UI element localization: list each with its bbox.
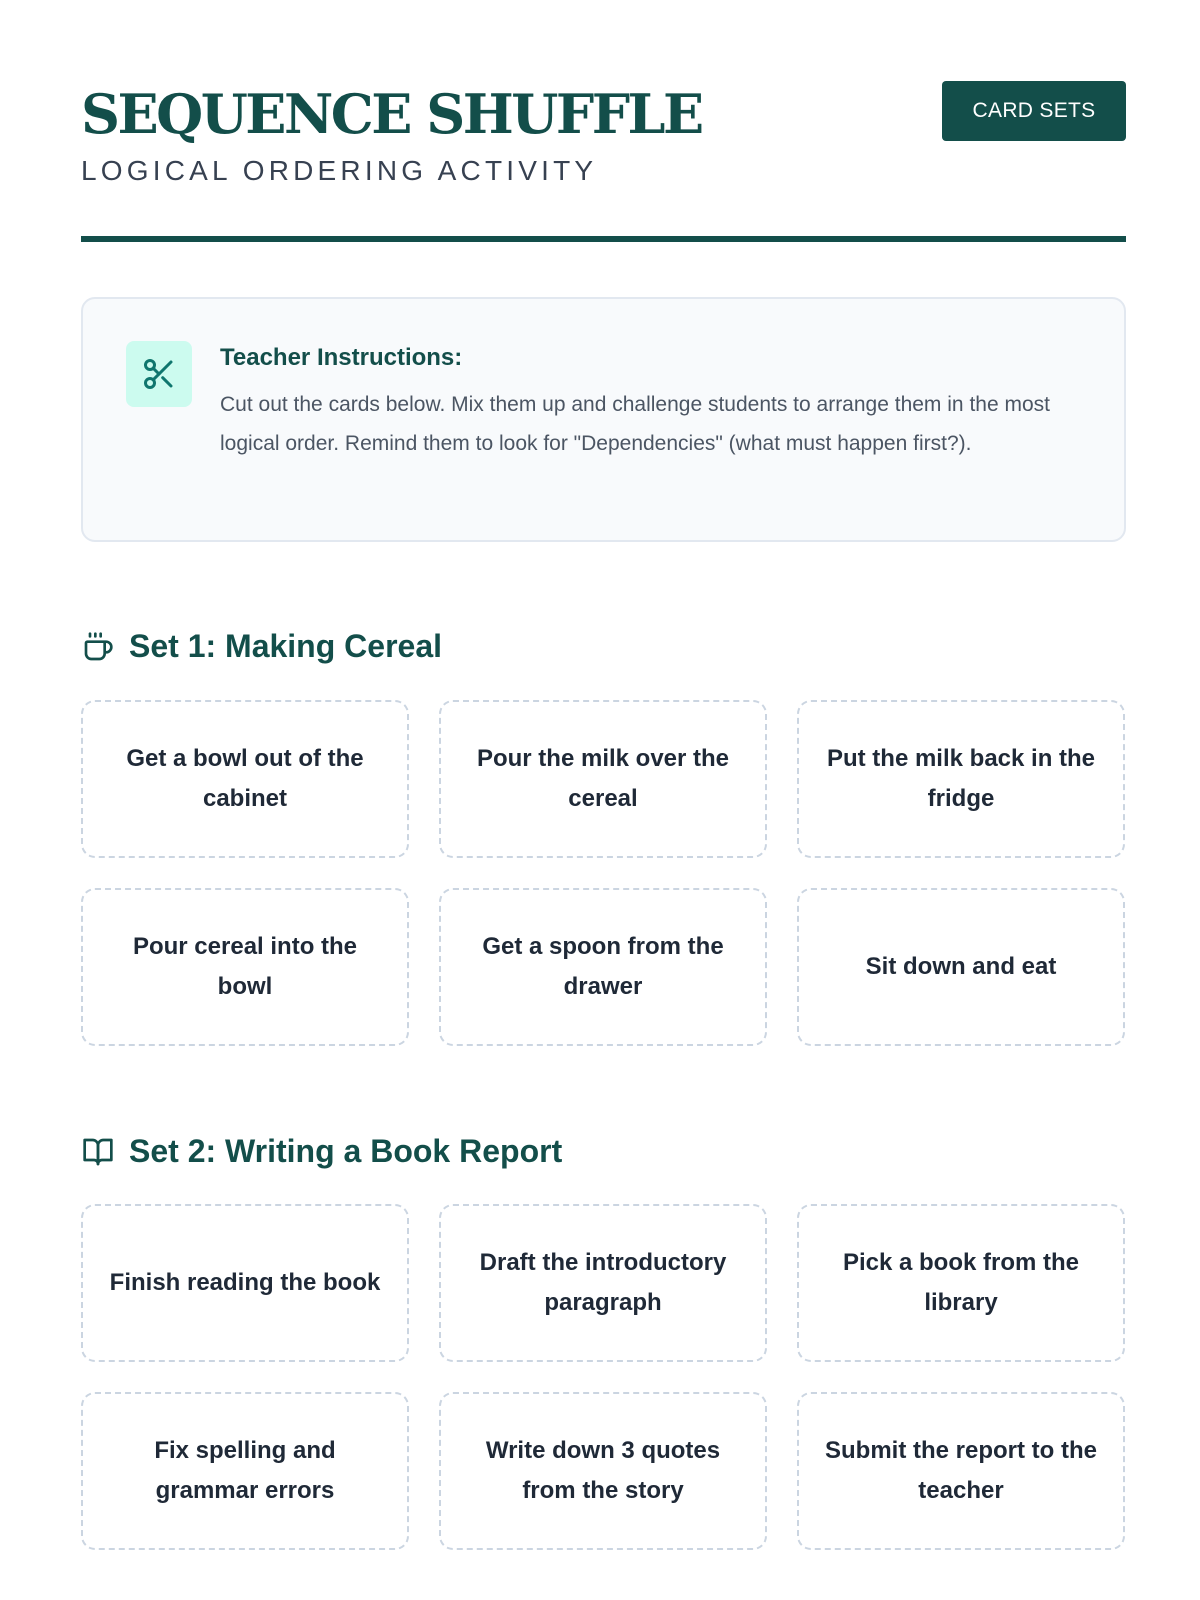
sequence-card[interactable]: Write down 3 quotes from the story (439, 1392, 767, 1550)
sequence-card[interactable]: Fix spelling and grammar errors (81, 1392, 409, 1550)
sequence-card[interactable]: Pour the milk over the cereal (439, 700, 767, 858)
sequence-card[interactable]: Sit down and eat (797, 888, 1125, 1046)
set-1-title (81, 628, 442, 665)
set-2-card-grid (81, 1204, 1126, 1550)
open-book-icon (81, 1135, 115, 1169)
sequence-card[interactable]: Pick a book from the library (797, 1204, 1125, 1362)
sequence-card[interactable]: Finish reading the book (81, 1204, 409, 1362)
sequence-card[interactable]: Submit the report to the teacher (797, 1392, 1125, 1550)
sequence-card[interactable]: Get a bowl out of the cabinet (81, 700, 409, 858)
page-header (81, 0, 1126, 244)
scissors-icon (126, 341, 192, 407)
sequence-card[interactable]: Draft the introductory paragraph (439, 1204, 767, 1362)
instructions-heading: Teacher Instructions: (220, 344, 463, 371)
sequence-card[interactable]: Get a spoon from the drawer (439, 888, 767, 1046)
card-sets-button[interactable]: CARD SETS (942, 81, 1126, 141)
page-title: SEQUENCE SHUFFLE (81, 82, 702, 146)
worksheet-page (81, 0, 1126, 1504)
header-divider (81, 236, 1126, 242)
set-1-card-grid (81, 700, 1126, 1046)
coffee-cup-icon (81, 630, 115, 664)
teacher-instructions-panel (81, 297, 1126, 542)
page-subtitle: LOGICAL ORDERING ACTIVITY (81, 155, 598, 186)
set-2-title (81, 1133, 562, 1170)
sequence-card[interactable]: Put the milk back in the fridge (797, 700, 1125, 858)
set-1-title-text: Set 1: Making Cereal (129, 628, 442, 664)
set-2-title-text: Set 2: Writing a Book Report (129, 1133, 563, 1169)
sequence-card[interactable]: Pour cereal into the bowl (81, 888, 409, 1046)
instructions-text: Cut out the cards below. Mix them up and challenge students to arrange them in the most logical order. Remind them to look for "Dependencies" (what must happen first?). (220, 393, 1050, 455)
